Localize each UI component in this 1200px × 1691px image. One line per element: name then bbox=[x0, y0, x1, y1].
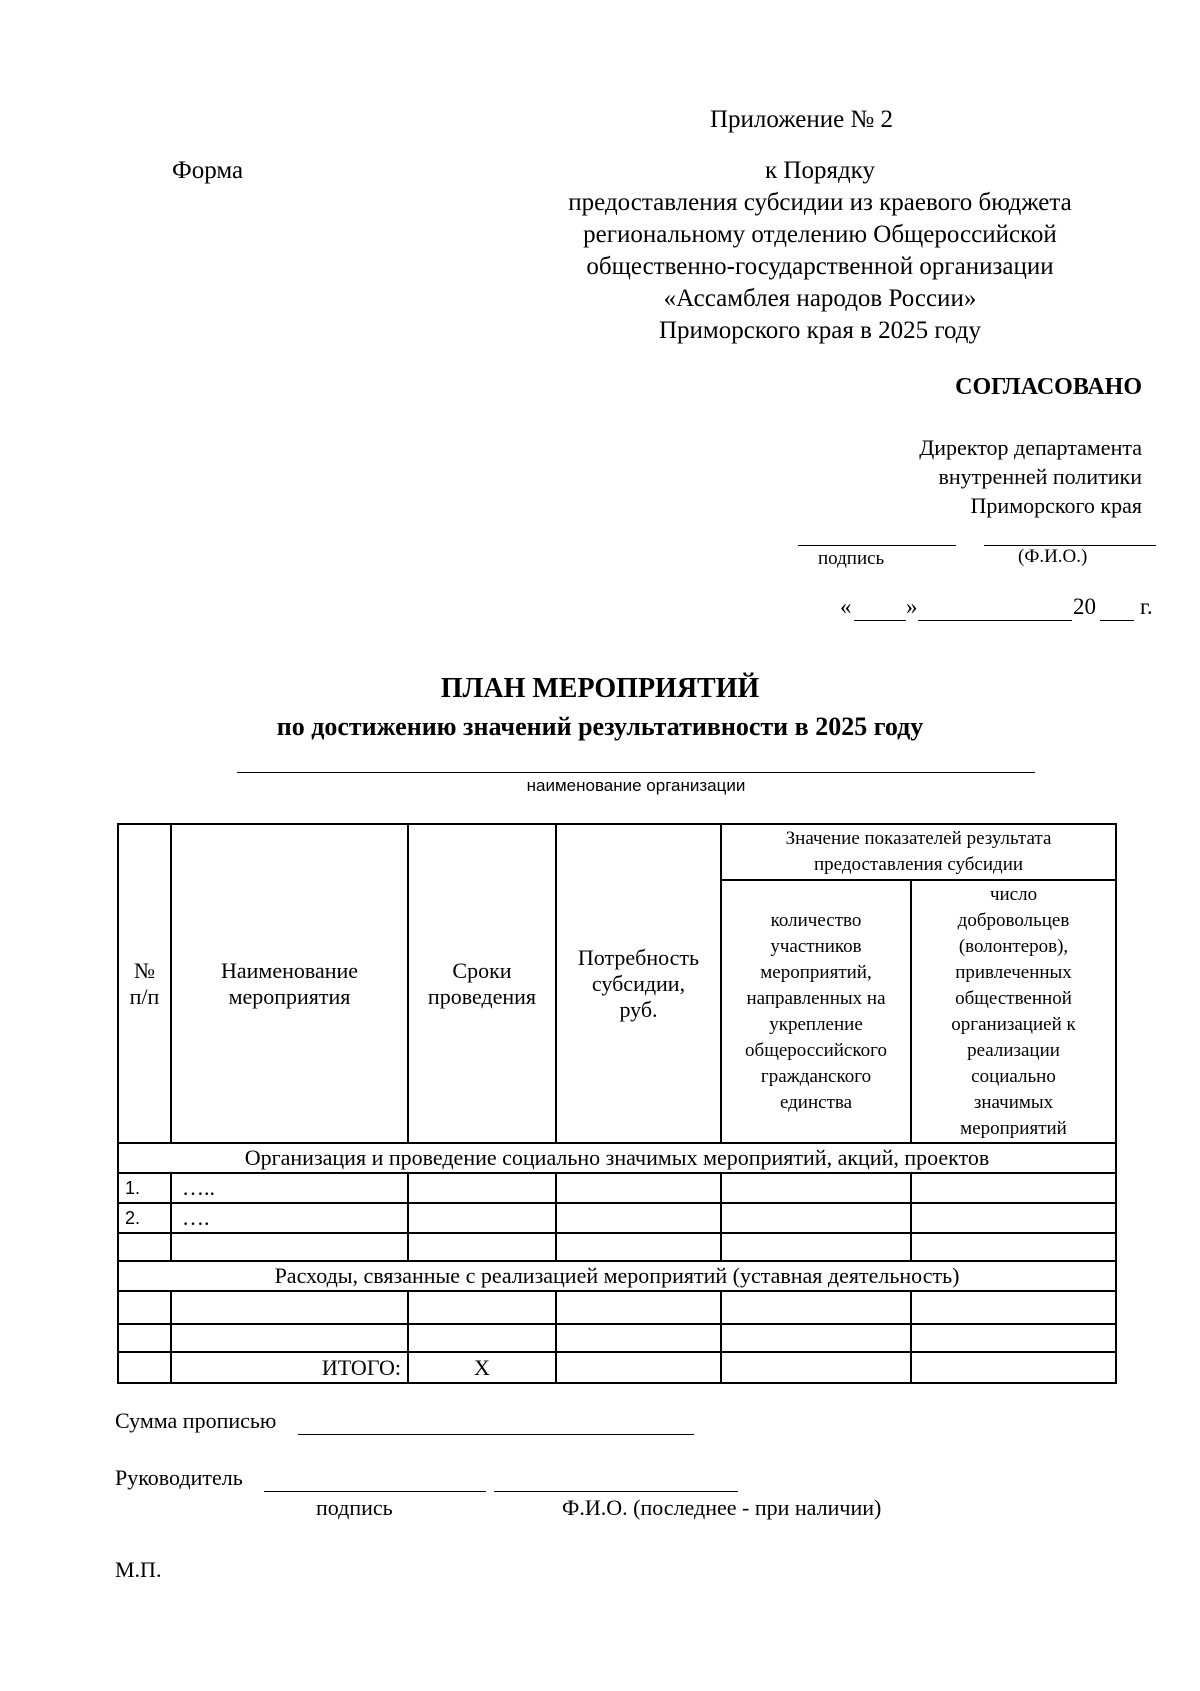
order-line: Приморского края в 2025 году bbox=[658, 317, 982, 344]
order-reference bbox=[520, 155, 1120, 347]
header-dates: Сроки проведения bbox=[408, 824, 556, 1143]
row-event-name[interactable] bbox=[171, 1233, 408, 1261]
row-participants-cell[interactable] bbox=[721, 1173, 911, 1203]
row-number: 1. bbox=[118, 1173, 171, 1203]
header-subsidy-need: Потребность субсидии, руб. bbox=[556, 824, 721, 1143]
row-volunteers-cell[interactable] bbox=[911, 1233, 1116, 1261]
approver-signature-line[interactable] bbox=[798, 545, 956, 546]
total-num-cell bbox=[118, 1352, 171, 1383]
header-event-name: Наименование мероприятия bbox=[171, 824, 408, 1143]
table-row[interactable] bbox=[118, 1173, 1116, 1203]
row-participants-cell[interactable] bbox=[721, 1324, 911, 1352]
row-participants-cell[interactable] bbox=[721, 1233, 911, 1261]
approver-position bbox=[919, 433, 1142, 520]
row-number bbox=[118, 1233, 171, 1261]
row-volunteers-cell[interactable] bbox=[911, 1291, 1116, 1324]
date-day-field[interactable] bbox=[854, 620, 906, 621]
row-event-name[interactable]: ….. bbox=[171, 1173, 408, 1203]
table-row[interactable] bbox=[118, 1233, 1116, 1261]
order-line: предоставления субсидии из краевого бюджета bbox=[568, 189, 1072, 216]
position-line: внутренней политики bbox=[938, 464, 1142, 489]
date-month-field[interactable] bbox=[918, 620, 1072, 621]
row-need-cell[interactable] bbox=[556, 1203, 721, 1233]
row-need-cell[interactable] bbox=[556, 1324, 721, 1352]
row-volunteers-cell[interactable] bbox=[911, 1173, 1116, 1203]
plan-subtitle: по достижению значений результативности в 2025 году bbox=[276, 712, 924, 741]
row-number bbox=[118, 1291, 171, 1324]
total-dates-x: Х bbox=[408, 1352, 556, 1383]
header-num: № п/п bbox=[118, 824, 171, 1143]
date-open-quote: « bbox=[840, 594, 852, 619]
total-volunteers-cell[interactable] bbox=[911, 1352, 1116, 1383]
organization-caption: наименование организации bbox=[526, 776, 746, 795]
row-number: 2. bbox=[118, 1203, 171, 1233]
approval-title: СОГЛАСОВАНО bbox=[955, 374, 1142, 400]
header-volunteers: число добровольцев (волонтеров), привлеченных общественной организацией к реализации социально значимых мероприятий bbox=[911, 880, 1116, 1143]
position-line: Директор департамента bbox=[919, 435, 1142, 460]
plan-title: ПЛАН МЕРОПРИЯТИЙ bbox=[440, 673, 760, 704]
order-line: «Ассамблея народов России» bbox=[663, 285, 977, 312]
row-event-name[interactable] bbox=[171, 1324, 408, 1352]
row-participants-cell[interactable] bbox=[721, 1291, 911, 1324]
row-need-cell[interactable] bbox=[556, 1291, 721, 1324]
sum-in-words-field[interactable] bbox=[298, 1434, 694, 1435]
date-year-suffix: г. bbox=[1140, 594, 1153, 619]
stamp-place: М.П. bbox=[115, 1557, 162, 1582]
row-participants-cell[interactable] bbox=[721, 1203, 911, 1233]
section-title-events: Организация и проведение социально значимых мероприятий, акций, проектов bbox=[118, 1143, 1116, 1173]
row-volunteers-cell[interactable] bbox=[911, 1324, 1116, 1352]
appendix-number: Приложение № 2 bbox=[710, 106, 894, 133]
row-need-cell[interactable] bbox=[556, 1173, 721, 1203]
approver-signature-caption: подпись bbox=[818, 548, 885, 569]
table-row[interactable] bbox=[118, 1203, 1116, 1233]
order-line: региональному отделению Общероссийской bbox=[583, 221, 1057, 248]
total-label: ИТОГО: bbox=[171, 1352, 408, 1383]
row-need-cell[interactable] bbox=[556, 1233, 721, 1261]
table-row[interactable] bbox=[118, 1291, 1116, 1324]
head-label: Руководитель bbox=[115, 1465, 243, 1490]
row-event-name[interactable] bbox=[171, 1291, 408, 1324]
approver-name-caption: (Ф.И.О.) bbox=[1018, 546, 1088, 567]
organization-name-field[interactable] bbox=[237, 772, 1035, 773]
total-need-cell[interactable] bbox=[556, 1352, 721, 1383]
table-row[interactable] bbox=[118, 1324, 1116, 1352]
section-title-expenses: Расходы, связанные с реализацией мероприятий (уставная деятельность) bbox=[118, 1261, 1116, 1291]
section-row bbox=[118, 1261, 1116, 1291]
sum-in-words-label: Сумма прописью bbox=[115, 1408, 277, 1433]
head-signature-line[interactable] bbox=[264, 1491, 486, 1492]
row-dates-cell[interactable] bbox=[408, 1324, 556, 1352]
date-year-field[interactable] bbox=[1100, 620, 1134, 621]
order-line: общественно-государственной организации bbox=[586, 253, 1054, 280]
total-participants-cell[interactable] bbox=[721, 1352, 911, 1383]
row-dates-cell[interactable] bbox=[408, 1203, 556, 1233]
header-participants: количество участников мероприятий, направленных на укрепление общероссийского гражданского единства bbox=[721, 880, 911, 1143]
header-indicators: Значение показателей результата предоставления субсидии bbox=[721, 824, 1116, 880]
order-line: к Порядку bbox=[765, 157, 875, 184]
head-name-caption: Ф.И.О. (последнее - при наличии) bbox=[562, 1495, 882, 1520]
total-row bbox=[118, 1352, 1116, 1383]
header-row bbox=[118, 824, 1116, 880]
head-signature-caption: подпись bbox=[316, 1495, 393, 1520]
head-name-line[interactable] bbox=[494, 1491, 738, 1492]
row-volunteers-cell[interactable] bbox=[911, 1203, 1116, 1233]
row-dates-cell[interactable] bbox=[408, 1233, 556, 1261]
row-dates-cell[interactable] bbox=[408, 1173, 556, 1203]
date-year-prefix: 20 bbox=[1073, 594, 1096, 619]
plan-table bbox=[117, 823, 1117, 1384]
row-event-name[interactable]: …. bbox=[171, 1203, 408, 1233]
row-dates-cell[interactable] bbox=[408, 1291, 556, 1324]
section-row bbox=[118, 1143, 1116, 1173]
form-label: Форма bbox=[172, 157, 244, 184]
row-number bbox=[118, 1324, 171, 1352]
position-line: Приморского края bbox=[970, 493, 1142, 518]
date-close-quote: » bbox=[906, 594, 918, 619]
